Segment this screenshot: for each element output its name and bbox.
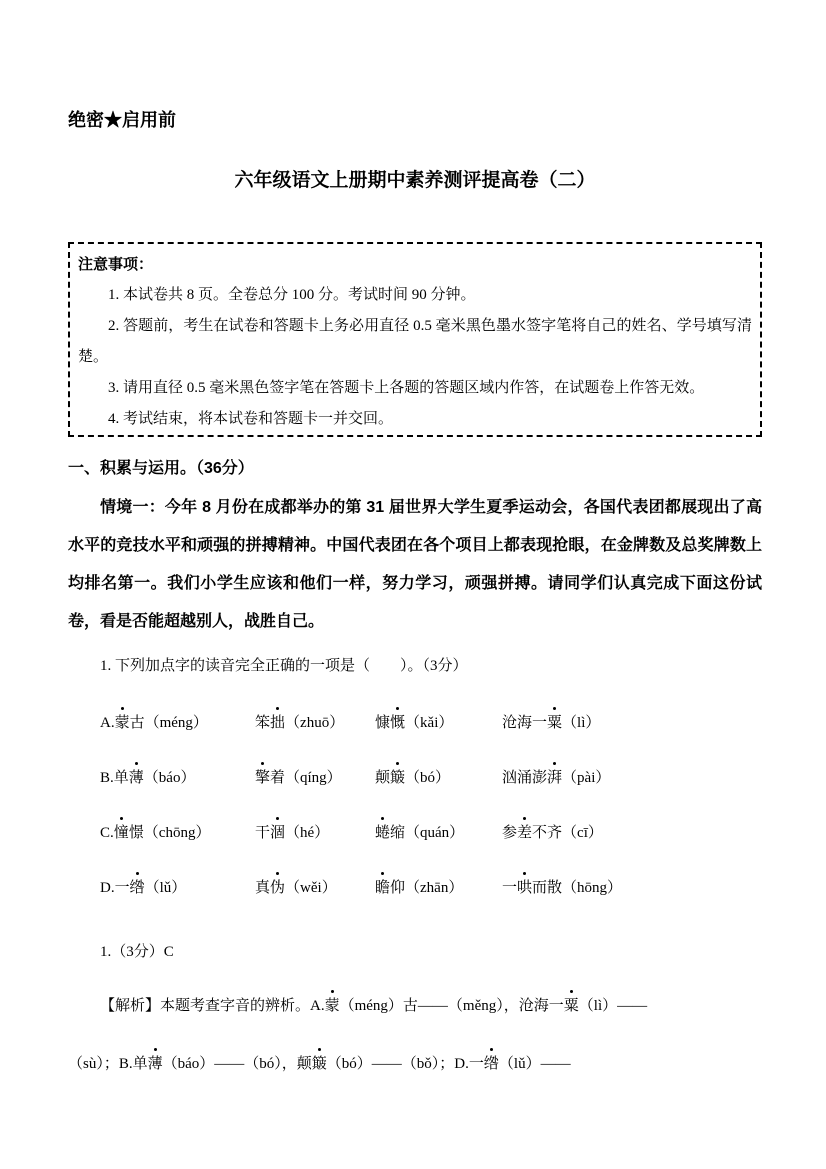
emphasized-char: 簸 <box>390 767 405 789</box>
option-a-item-1: A.蒙古（méng） <box>100 712 255 734</box>
option-a-item-3: 慷慨（kǎi） <box>375 712 502 734</box>
option-b-item-3: 颠簸（bó） <box>375 767 502 789</box>
notice-item-1: 1. 本试卷共 8 页。全卷总分 100 分。考试时间 90 分钟。 <box>108 287 476 303</box>
exam-title: 六年级语文上册期中素养测评提高卷（二） <box>234 170 596 191</box>
emphasized-char: 涸 <box>270 822 285 844</box>
option-c-item-3: 蜷缩（quán） <box>375 822 502 844</box>
question1-stem: 1. 下列加点字的读音完全正确的一项是（ ）。（3分） <box>100 658 468 674</box>
emphasized-char: 薄 <box>129 767 144 789</box>
emphasized-char: 憧 <box>114 822 129 844</box>
option-b-item-1: B.单薄（báo） <box>100 767 255 789</box>
notice-item-2: 2. 答题前，考生在试卷和答题卡上务必用直径 0.5 毫米黑色墨水签字笔将自己的姓名、学号填写清楚。 <box>78 318 752 365</box>
emphasized-char: 哄 <box>517 877 532 899</box>
emphasized-char: 慨 <box>390 712 405 734</box>
option-c-item-1: C.憧憬（chōng） <box>100 822 255 844</box>
section-one-heading: 一、积累与运用。（36分） <box>68 460 254 477</box>
emphasized-char: 粟 <box>547 712 562 734</box>
notice-heading: 注意事项： <box>78 256 154 273</box>
scenario-paragraph: 情境一：今年 8 月份在成都举办的第 31 届世界大学生夏季运动会，各国代表团都展现出了高水平的竞技水平和顽强的拼搏精神。中国代表团在各个项目上都表现抢眼，在金牌数及总奖牌数上均排名第一。我们小学生应该和他们一样，努力学习，顽强拼搏。请同学们认真完成下面这份试卷，看是否能超越别人，战胜自己。 <box>68 499 762 630</box>
option-c-item-4: 参差不齐（cī） <box>502 822 762 844</box>
option-d-item-2: 真伪（wěi） <box>255 877 375 899</box>
option-a-item-2: 笨拙（zhuō） <box>255 712 375 734</box>
question1-option-row-d <box>68 877 762 899</box>
option-c-item-2: 干涸（hé） <box>255 822 375 844</box>
question1-answer: 1.（3分）C <box>100 944 174 960</box>
emphasized-char: 差 <box>517 822 532 844</box>
emphasized-char: 薄 <box>148 1053 163 1075</box>
question1-analysis-line-1: 【解析】本题考查字音的辨析。A.蒙（méng）古——（měng），沧海一粟（lì）—— <box>68 995 762 1017</box>
question1-analysis-line-2: （sù）；B.单薄（báo）——（bó），颠簸（bó）——（bǒ）；D.一绺（lǔ）—— <box>68 1053 762 1075</box>
emphasized-char: 瞻 <box>375 877 390 899</box>
emphasized-char: 蒙 <box>325 995 340 1017</box>
emphasized-char: 拙 <box>270 712 285 734</box>
emphasized-char: 绺 <box>130 877 145 899</box>
emphasized-char: 伪 <box>270 877 285 899</box>
question1-option-row-b <box>68 767 762 789</box>
emphasized-char: 绺 <box>484 1053 499 1075</box>
option-a-item-4: 沧海一粟（lì） <box>502 712 762 734</box>
notice-item-3: 3. 请用直径 0.5 毫米黑色签字笔在答题卡上各题的答题区域内作答，在试题卷上作答无效。 <box>108 380 705 396</box>
option-d-item-4: 一哄而散（hōng） <box>502 877 762 899</box>
emphasized-char: 蜷 <box>375 822 390 844</box>
emphasized-char: 粟 <box>564 995 579 1017</box>
emphasized-char: 湃 <box>547 767 562 789</box>
notice-box <box>68 242 762 437</box>
option-d-item-3: 瞻仰（zhān） <box>375 877 502 899</box>
notice-item-4: 4. 考试结束，将本试卷和答题卡一并交回。 <box>108 411 394 427</box>
option-b-item-2: 擎着（qíng） <box>255 767 375 789</box>
emphasized-char: 蒙 <box>115 712 130 734</box>
emphasized-char: 擎 <box>255 767 270 789</box>
emphasized-char: 簸 <box>312 1053 327 1075</box>
question1-option-row-a <box>68 712 762 734</box>
classification-label: 绝密★启用前 <box>68 110 176 130</box>
option-b-item-4: 汹涌澎湃（pài） <box>502 767 762 789</box>
option-d-item-1: D.一绺（lǔ） <box>100 877 255 899</box>
question1-option-row-c <box>68 822 762 844</box>
